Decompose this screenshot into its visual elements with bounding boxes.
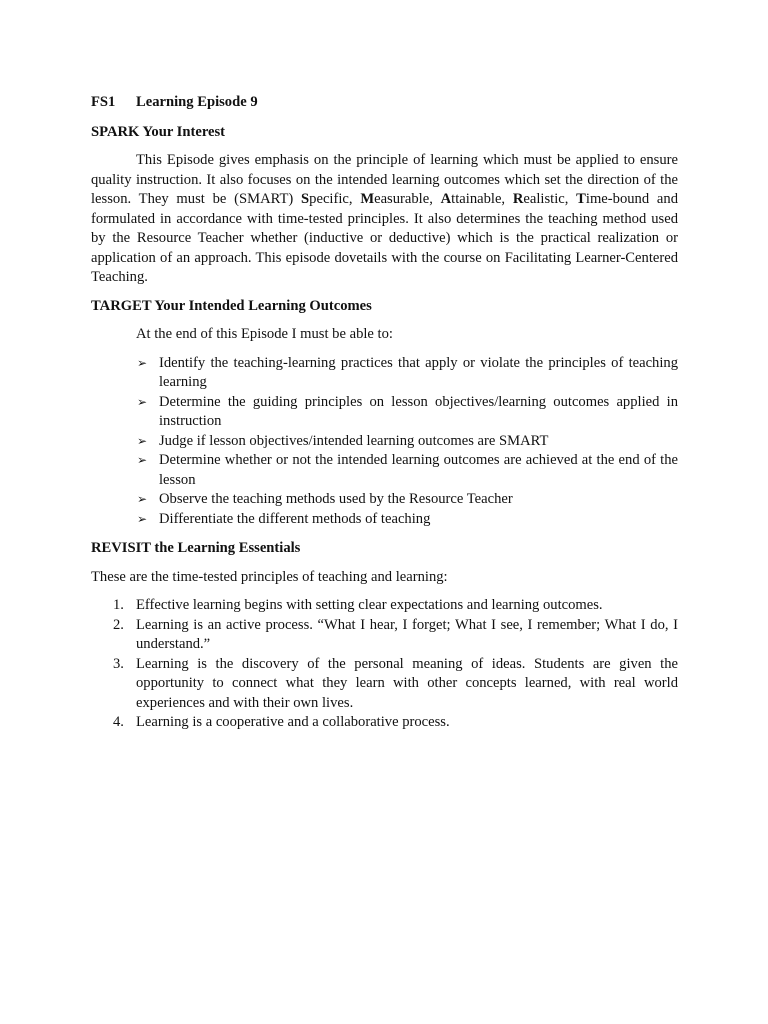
item-number: 3. [113,655,124,672]
arrow-bullet-icon: ➢ [137,394,148,409]
list-item [113,713,678,733]
smart-letter-r: R [512,191,524,207]
principle-text: Learning is the discovery of the personal meaning of ideas. Students are given the opportunity to connect what they learn with other concepts learned, with real world experiences and with their own lives. [136,655,678,711]
list-item [137,432,678,452]
principle-text: Effective learning begins with setting clear expectations and learning outcomes. [136,597,603,613]
outcome-text: Determine the guiding principles on lesson objectives/learning outcomes applied in instruction [159,393,678,429]
item-number: 4. [113,714,124,730]
target-intro: At the end of this Episode I must be able to: [136,326,393,342]
smart-letter-t: T [576,191,586,207]
learning-outcomes-list [91,354,678,530]
revisit-heading: REVISIT the Learning Essentials [91,540,301,556]
smart-word-specific: pecific, [309,191,361,207]
list-item [137,393,678,432]
outcome-text: Judge if lesson objectives/intended learning outcomes are SMART [159,432,549,449]
arrow-bullet-icon: ➢ [137,355,148,370]
list-item [113,616,678,655]
principles-list [91,596,678,733]
principle-text: Learning is an active process. “What I hear, I forget; What I see, I remember; What I do, I understand.” [136,616,678,652]
list-item [137,354,678,393]
smart-word-realistic: ealistic, [523,191,577,207]
smart-word-attainable: ttainable, [451,191,513,207]
list-item [137,510,678,530]
smart-letter-a: A [440,191,452,207]
item-number: 1. [113,597,124,613]
arrow-bullet-icon: ➢ [137,511,148,526]
outcome-text: Determine whether or not the intended learning outcomes are achieved at the end of the lesson [159,452,678,488]
smart-letter-m: M [360,191,375,207]
item-number: 2. [113,616,124,633]
list-item [137,451,678,490]
arrow-bullet-icon: ➢ [137,492,148,506]
smart-letter-s: S [301,191,310,207]
arrow-bullet-icon: ➢ [137,453,148,467]
spark-text-intro: This Episode gives emphasis on the principle of learning which must be applied to ensure quality instruction. It also focuses on the intended learning outcomes which set the direction of the lesson. They must be (SMART) [91,152,678,207]
outcome-text: Observe the teaching methods used by the Resource Teacher [159,491,513,507]
episode-title: Learning Episode 9 [136,94,258,110]
outcome-text: Identify the teaching-learning practices that apply or violate the principles of teaching learning [159,354,678,390]
list-item [113,655,678,714]
smart-word-measurable: easurable, [374,191,441,207]
arrow-bullet-icon: ➢ [137,433,148,448]
course-code: FS1 [91,94,116,110]
spark-heading: SPARK Your Interest [91,123,226,140]
target-heading: TARGET Your Intended Learning Outcomes [91,297,372,314]
list-item [113,596,678,616]
principle-text: Learning is a cooperative and a collaborative process. [136,714,450,730]
outcome-text: Differentiate the different methods of teaching [159,510,431,527]
document-page [91,93,678,733]
list-item [137,490,678,510]
spark-text-rest: ime-bound and formulated in accordance with time-tested principles. It also determines the teaching method used by the Resource Teacher whether (inductive or deductive) which is the practical realization or application of an approach. This episode dovetails with the course on Facilitating Learner-Centered Teaching. [91,191,678,285]
spark-paragraph [91,151,678,288]
revisit-intro: These are the time-tested principles of teaching and learning: [91,568,448,585]
document-header [91,93,678,113]
